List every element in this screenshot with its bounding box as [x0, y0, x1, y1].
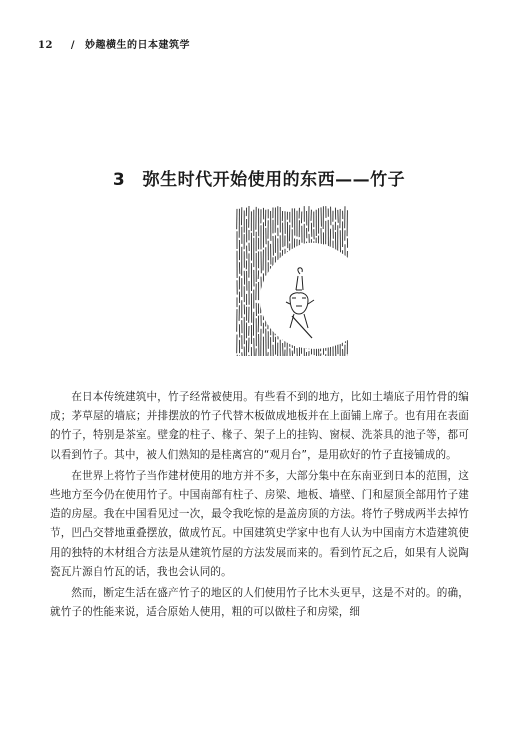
- paragraph-1: 在日本传统建筑中，竹子经常被使用。有些看不到的地方，比如土墙底子用竹骨的编成；茅草屋的墙底；并排摆放的竹子代替木板做成地板并在上面铺上席子。也有用在表面的竹子，特别是茶室。壁龛的柱子、椽子、架子上的挂钩、窗棂、洗茶具的池子等，都可以看到竹子。其中，被人们熟知的是桂离宫的“观月台”，是用砍好的竹子直接铺成的。: [50, 391, 469, 461]
- paragraph-2: 在世界上将竹子当作建材使用的地方并不多，大部分集中在东南亚到日本的范围，这些地方至今仍在使用竹子。中国南部有柱子、房梁、地板、墙壁、门和屋顶全部用竹子建造的房屋。我在中国看见过一次，最令我吃惊的是盖房顶的方法。将竹子劈成两半去掉竹节，凹凸交替地重叠摆放，做成竹瓦。中国建筑史学家中也有人认为中国南方木造建筑使用的独特的木材组合方法是从建筑竹屋的方法发展而来的。看到竹瓦之后，如果有人说陶瓷瓦片源自竹瓦的话，我也会认同的。: [50, 469, 469, 578]
- bamboo-illustration: [236, 206, 348, 356]
- paragraph-3: 然而，断定生活在盛产竹子的地区的人们使用竹子比木头更早，这是不对的。的确，就竹子的性能来说，适合原始人使用，粗的可以做柱子和房梁，细: [50, 587, 469, 619]
- body-text: [50, 388, 469, 622]
- running-header: [38, 36, 190, 51]
- figure-drawing: [286, 268, 314, 338]
- header-separator: /: [70, 40, 76, 51]
- chapter-title: 3 弥生时代开始使用的东西——竹子: [112, 170, 406, 190]
- page-number: 12: [38, 40, 53, 51]
- book-title: 妙趣横生的日本建筑学: [85, 40, 191, 51]
